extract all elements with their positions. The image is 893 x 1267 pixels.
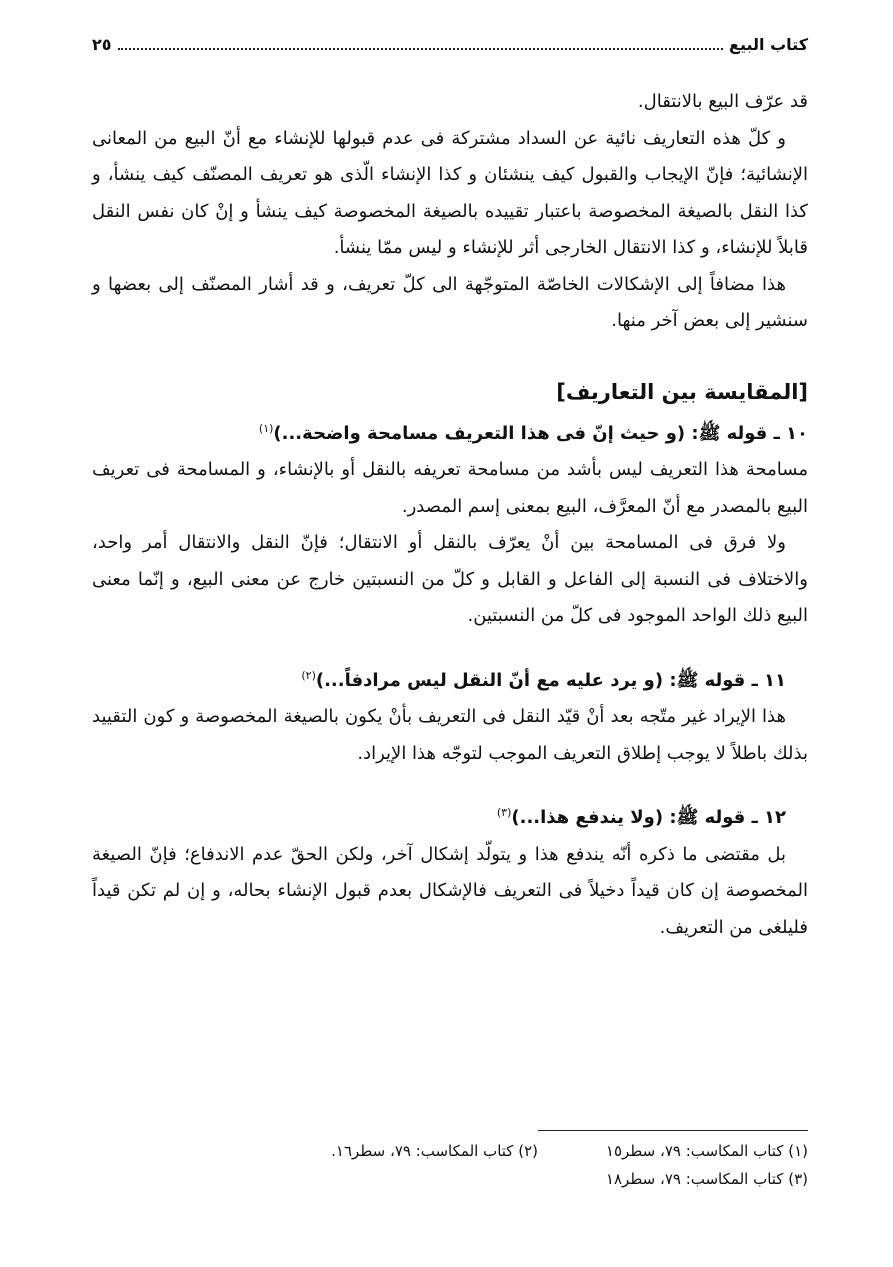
paragraph: مسامحة هذا التعريف ليس بأشد من مسامحة تعريفه بالنقل أو بالإنشاء، و المسامحة فى تعريف البيع بالمصدر مع أنّ المعرَّف، البيع بمعنى إسم المصدر.: [92, 459, 808, 517]
header-dot-leader: [118, 38, 723, 50]
item-heading-text: ١٠ ـ قوله ﷺ: (و حيث إنّ فى هذا التعريف مسامحة واضحة...): [273, 422, 808, 444]
running-header: [92, 30, 808, 58]
paragraph: هذا مضافاً إلى الإشكالات الخاصّة المتوجّهة الى كلّ تعريف، و قد أشار المصنّف إلى بعضها و سنشير إلى بعض آخر منها.: [92, 273, 808, 331]
item-heading-text: ١٢ ـ قوله ﷺ: (ولا يندفع هذا...): [511, 807, 786, 828]
paragraph: ولا فرق فى المسامحة بين أنْ يعرّف بالنقل أو الانتقال؛ فإنّ النقل والانتقال أمر واحد، والاختلاف فى النسبة إلى الفاعل و القابل و كلّ من النسبتين خارج عن معنى البيع، و إنّما معنى البيع ذلك الواحد الموجود فى كلّ من النسبتين.: [92, 532, 808, 626]
paragraph: و كلّ هذه التعاريف نائية عن السداد مشتركة فى عدم قبولها للإنشاء مع أنّ البيع من المعانى الإنشائية؛ فإنّ الإيجاب والقبول كيف ينشئان و كذا الإنشاء الّذى هو تعريف المصنّف كيف ينشأ، و كذا النقل بالصيغة المخصوصة باعتبار تقييده بالصيغة المخصوصة كيف ينشأ و إنْ كان نفس النقل قابلاً للإنشاء، و كذا الانتقال الخارجى أثر للإنشاء و ليس ممّا ينشأ.: [92, 127, 808, 258]
spacer: [92, 772, 808, 800]
paragraph: هذا الإيراد غير متّجه بعد أنْ قيّد النقل فى التعريف بأنْ يكون بالصيغة المخصوصة و كون التقييد بذلك باطلاً لا يوجب إطلاق التعريف الموجب لتوجّه هذا الإيراد.: [92, 706, 808, 764]
page-number: ٢٥: [92, 34, 112, 54]
footnote-ref: (٣): [496, 806, 512, 819]
footnote: (١) كتاب المكاسب: ٧٩، سطر١٥: [605, 1142, 808, 1160]
footnote: (٣) كتاب المكاسب: ٧٩، سطر١٨: [605, 1170, 808, 1188]
footnote-separator: [538, 1130, 808, 1131]
section-title: [المقايسة بين التعاريف]: [556, 379, 808, 404]
spacer: [92, 635, 808, 663]
page-body: [92, 84, 808, 946]
footnotes: [92, 1130, 808, 1193]
footnote-ref: (٢): [301, 668, 316, 682]
footnote-ref: (١): [258, 421, 274, 435]
footnote-row: [92, 1137, 808, 1165]
item-heading-text: ١١ ـ قوله ﷺ: (و يرد عليه مع أنّ النقل ليس مرادفاً...): [315, 669, 786, 691]
paragraph: قد عرّف البيع بالانتقال.: [637, 91, 808, 112]
footnote-row: [92, 1165, 808, 1193]
item-heading: [92, 663, 808, 700]
paragraph: بل مقتضى ما ذكره أنّه يندفع هذا و يتولّد إشكال آخر، ولكن الحقّ عدم الاندفاع؛ فإنّ الصيغة المخصوصة إن كان قيداً دخيلاً فى التعريف فالإشكال بعدم قبول الإنشاء بحاله، و إن لم تكن قيداً فليلغى من التعريف.: [92, 843, 808, 938]
header-book-title: كتاب البيع: [729, 34, 808, 54]
item-heading: [92, 800, 808, 837]
item-heading: [92, 416, 808, 453]
book-page: [92, 30, 808, 1230]
footnote: (٢) كتاب المكاسب: ٧٩، سطر١٦.: [331, 1142, 538, 1160]
